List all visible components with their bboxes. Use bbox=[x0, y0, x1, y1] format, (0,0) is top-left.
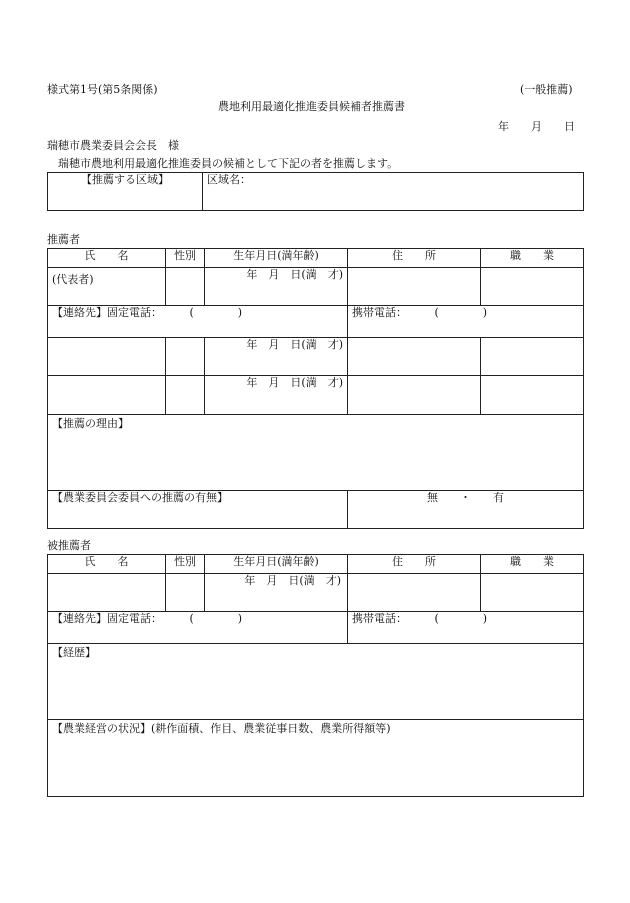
dob-cell[interactable]: 年 月 日(満 才) bbox=[205, 268, 348, 306]
occupation-cell[interactable] bbox=[481, 338, 584, 376]
header-address: 住 所 bbox=[348, 249, 481, 268]
name-cell[interactable] bbox=[48, 574, 166, 612]
recommender-table bbox=[47, 248, 584, 529]
nominee-table bbox=[47, 554, 584, 797]
district-label: 【推薦する区域】 bbox=[48, 173, 203, 211]
representative-label: (代表者) bbox=[52, 273, 94, 286]
header-name: 氏 名 bbox=[48, 555, 166, 574]
nominee-section-label: 被推薦者 bbox=[47, 539, 91, 552]
contact-landline[interactable]: 【連絡先】固定電話： ( ) bbox=[48, 612, 348, 644]
committee-rec-label: 【農業委員会委員への推薦の有無】 bbox=[48, 491, 348, 529]
header-occupation: 職 業 bbox=[481, 555, 584, 574]
recommender-section-label: 推薦者 bbox=[47, 233, 80, 246]
header-dob: 生年月日(満年齢) bbox=[205, 249, 348, 268]
header-occupation: 職 業 bbox=[481, 249, 584, 268]
gender-cell[interactable] bbox=[166, 574, 205, 612]
header-gender: 性別 bbox=[166, 555, 205, 574]
header-name: 氏 名 bbox=[48, 249, 166, 268]
header-dob: 生年月日(満年齢) bbox=[205, 555, 348, 574]
name-cell[interactable] bbox=[48, 338, 166, 376]
address-cell[interactable] bbox=[348, 268, 481, 306]
address-cell[interactable] bbox=[348, 376, 481, 415]
form-type: (一般推薦) bbox=[520, 83, 573, 96]
header-gender: 性別 bbox=[166, 249, 205, 268]
contact-mobile[interactable]: 携帯電話： ( ) bbox=[348, 306, 584, 338]
occupation-cell[interactable] bbox=[481, 376, 584, 415]
district-field[interactable]: 区域名： bbox=[203, 173, 584, 211]
address-cell[interactable] bbox=[348, 574, 481, 612]
addressee: 瑞穂市農業委員会会長 様 bbox=[47, 139, 179, 152]
district-table bbox=[47, 172, 584, 211]
page-title: 農地利用最適化推進委員候補者推薦書 bbox=[218, 100, 405, 113]
occupation-cell[interactable] bbox=[481, 268, 584, 306]
farming-field[interactable]: 【農業経営の状況】(耕作面積、作目、農業従事日数、農業所得額等) bbox=[48, 720, 584, 797]
contact-landline[interactable]: 【連絡先】固定電話： ( ) bbox=[48, 306, 348, 338]
gender-cell[interactable] bbox=[166, 268, 205, 306]
dob-cell[interactable]: 年 月 日(満 才) bbox=[205, 574, 348, 612]
date-line: 年 月 日 bbox=[498, 120, 575, 133]
dob-cell[interactable]: 年 月 日(満 才) bbox=[205, 338, 348, 376]
gender-cell[interactable] bbox=[166, 376, 205, 415]
gender-cell[interactable] bbox=[166, 338, 205, 376]
career-field[interactable]: 【経歴】 bbox=[48, 644, 584, 720]
reason-field[interactable]: 【推薦の理由】 bbox=[48, 415, 584, 491]
form-number: 様式第1号(第5条関係) bbox=[47, 83, 158, 96]
contact-mobile[interactable]: 携帯電話： ( ) bbox=[348, 612, 584, 644]
name-cell[interactable] bbox=[48, 376, 166, 415]
intro-text: 瑞穂市農地利用最適化推進委員の候補として下記の者を推薦します。 bbox=[58, 157, 399, 170]
address-cell[interactable] bbox=[348, 338, 481, 376]
committee-rec-choice[interactable]: 無 ・ 有 bbox=[348, 491, 584, 529]
header-address: 住 所 bbox=[348, 555, 481, 574]
dob-cell[interactable]: 年 月 日(満 才) bbox=[205, 376, 348, 415]
representative-name-cell[interactable] bbox=[48, 268, 166, 306]
occupation-cell[interactable] bbox=[481, 574, 584, 612]
